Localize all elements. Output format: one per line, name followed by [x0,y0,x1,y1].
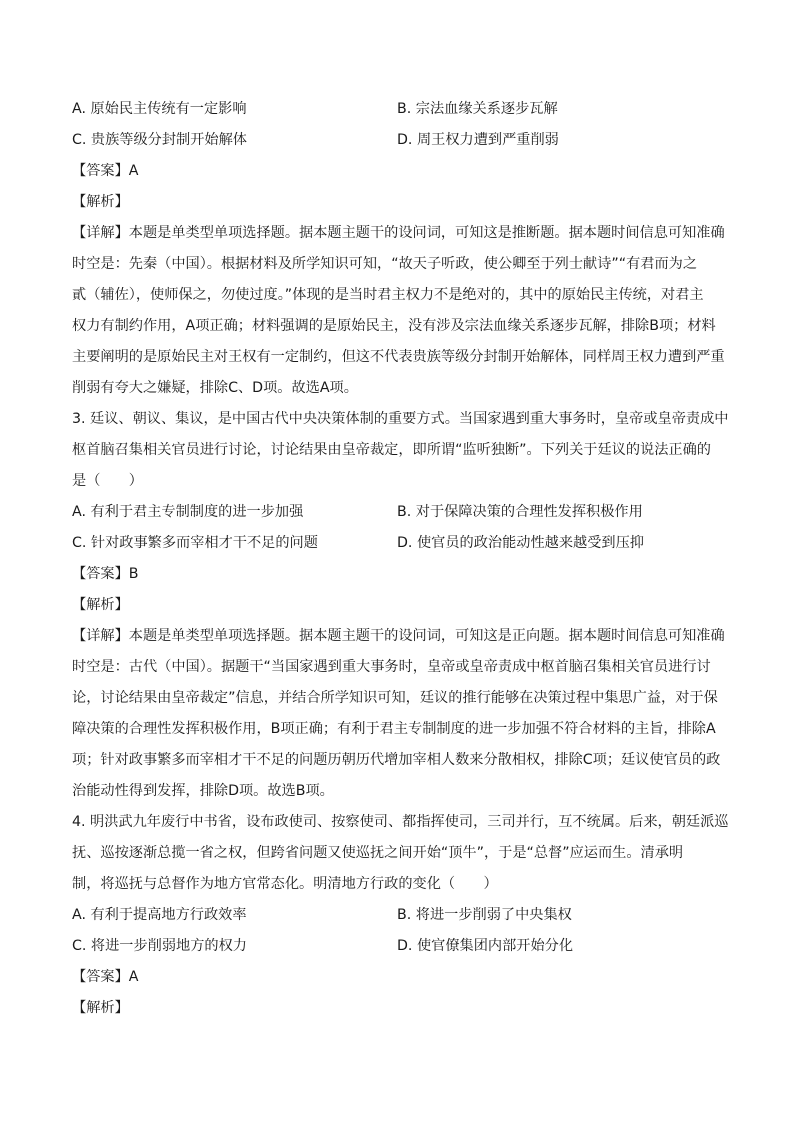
option-a: A. 有利于提高地方行政效率 [72,907,247,923]
detail-line: 项；针对政事繁多而宰相才干不足的问题历朝历代增加宰相人数来分散相权，排除C项；廷议使官员的政 [72,752,721,768]
answer-line: 【答案】A [72,969,139,985]
option-b: B. 将进一步削弱了中央集权 [397,907,572,923]
detail-line: 论，讨论结果由皇帝裁定”信息，并结合所学知识可知，廷议的推行能够在决策过程中集思广益，对于保 [72,690,718,706]
options-row-cd [72,125,732,156]
detail-line: 治能动性得到发挥，排除D项。故选B项。 [72,783,334,799]
question-stem-line: 枢首脑召集相关官员进行讨论，讨论结果由皇帝裁定，即所谓“监听独断”。下列关于廷议的说法正确的 [72,442,711,458]
detail-line: 【详解】本题是单类型单项选择题。据本题主题干的设问词，可知这是推断题。据本题时间信息可知准确 [72,225,725,241]
detail-line: 时空是：古代（中国）。据题干“当国家遇到重大事务时，皇帝或皇帝责成中枢首脑召集相关官员进行讨 [72,659,711,675]
options-row-ab [72,94,732,125]
detail-line: 权力有制约作用，A项正确；材料强调的是原始民主，没有涉及宗法血缘关系逐步瓦解，排除B项；材料 [72,318,716,334]
option-b: B. 对于保障决策的合理性发挥积极作用 [397,504,643,520]
option-a: A. 有利于君主专制制度的进一步加强 [72,504,304,520]
question-stem-line: 制，将巡抚与总督作为地方官常态化。明清地方行政的变化（ ） [72,876,498,892]
option-c: C. 将进一步削弱地方的权力 [72,938,247,954]
analysis-label: 【解析】 [72,1000,129,1016]
option-b: B. 宗法血缘关系逐步瓦解 [397,101,558,117]
question-stem-line: 3. 廷议、朝议、集议，是中国古代中央决策体制的重要方式。当国家遇到重大事务时，皇帝或皇帝责成中 [72,411,729,427]
option-c: C. 针对政事繁多而宰相才干不足的问题 [72,535,318,551]
option-d: D. 周王权力遭到严重削弱 [397,132,559,148]
options-row-cd [72,931,732,962]
options-row-ab [72,497,732,528]
question-stem-line: 是（ ） [72,473,143,489]
option-d: D. 使官僚集团内部开始分化 [397,938,574,954]
answer-line: 【答案】A [72,163,139,179]
detail-line: 主要阐明的是原始民主对王权有一定制约，但这不代表贵族等级分封制开始解体，同样周王权力遭到严重 [72,349,725,365]
answer-line: 【答案】B [72,566,139,582]
document-page [72,94,732,1024]
options-row-ab [72,900,732,931]
option-c: C. 贵族等级分封制开始解体 [72,132,247,148]
detail-line: 时空是：先秦（中国）。根据材料及所学知识可知，“故天子听政，使公卿至于列士献诗”“有君而为之 [72,256,698,272]
question-stem-line: 4. 明洪武九年废行中书省，设布政使司、按察使司、都指挥使司，三司并行，互不统属。后来，朝廷派巡 [72,814,729,830]
analysis-label: 【解析】 [72,597,129,613]
question-stem-line: 抚、巡按逐渐总揽一省之权，但跨省问题又使巡抚之间开始“顶牛”，于是“总督”应运而生。清承明 [72,845,684,861]
detail-line: 障决策的合理性发挥积极作用，B项正确；有利于君主专制制度的进一步加强不符合材料的主旨，排除A [72,721,716,737]
options-row-cd [72,528,732,559]
detail-line: 【详解】本题是单类型单项选择题。据本题主题干的设问词，可知这是正向题。据本题时间信息可知准确 [72,628,725,644]
option-d: D. 使官员的政治能动性越来越受到压抑 [397,535,644,551]
detail-line: 削弱有夸大之嫌疑，排除C、D项。故选A项。 [72,380,358,396]
option-a: A. 原始民主传统有一定影响 [72,101,247,117]
detail-line: 貳（辅佐），使师保之，勿使过度。”体现的是当时君主权力不是绝对的，其中的原始民主传统，对君主 [72,287,704,303]
analysis-label: 【解析】 [72,194,129,210]
